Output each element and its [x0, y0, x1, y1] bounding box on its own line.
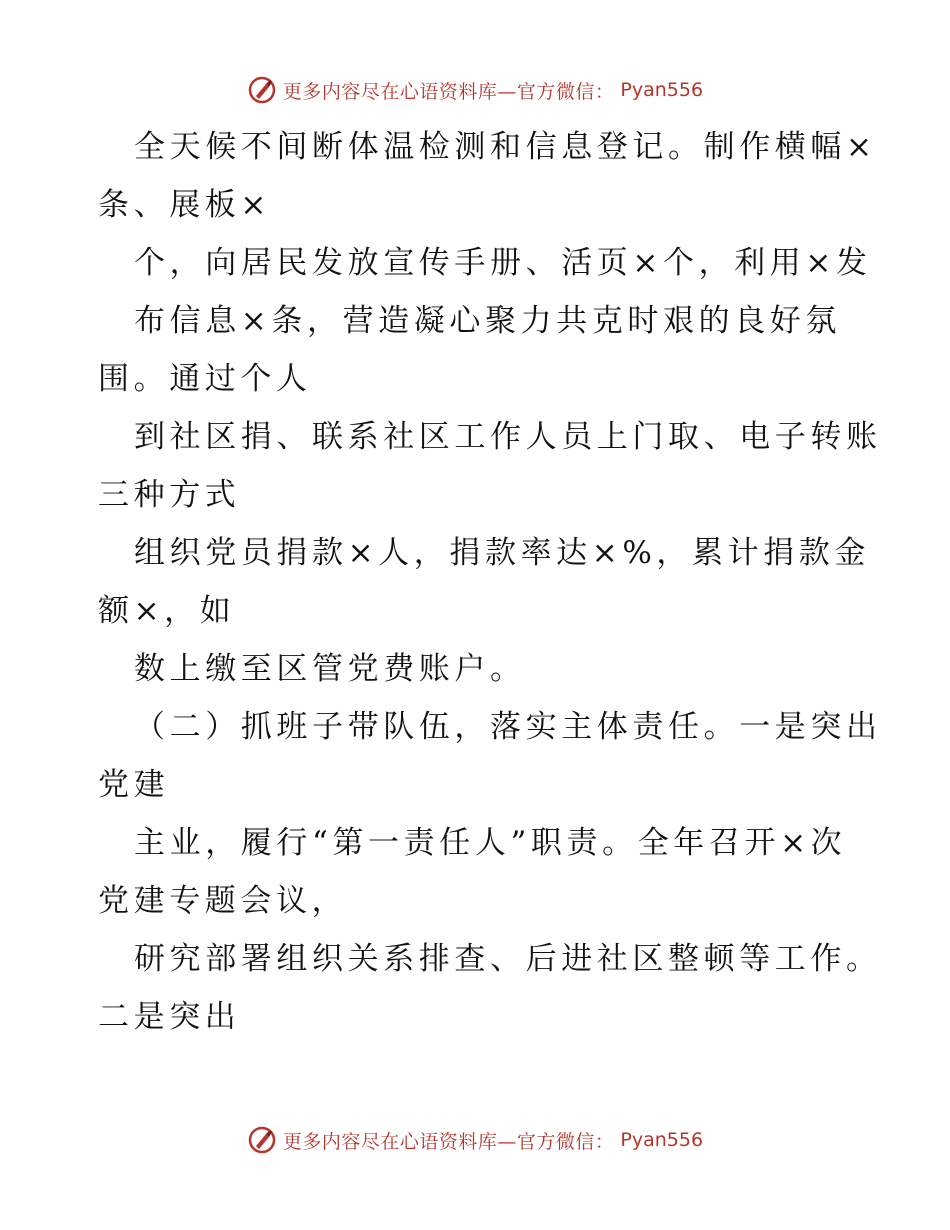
- watermark-banner-top: [0, 70, 950, 110]
- watermark-wechat-id: Pyan556: [620, 79, 704, 101]
- text-line: 围。通过个人: [98, 361, 312, 397]
- text-line: 党建专题会议，: [98, 883, 348, 919]
- text-line: 数上缴至区管党费账户。: [134, 651, 526, 687]
- text-line: 主业，履行“第一责任人”职责。全年召开×次: [134, 825, 847, 861]
- watermark-text: 更多内容尽在心语资料库—官方微信：: [282, 80, 615, 103]
- watermark-text: 更多内容尽在心语资料库—官方微信：: [282, 1130, 615, 1153]
- text-line: （二）抓班子带队伍，落实主体责任。一是突出: [134, 709, 882, 745]
- text-line: 研究部署组织关系排查、后进社区整顿等工作。: [134, 941, 882, 977]
- document-body: [98, 118, 882, 1046]
- pen-nib-logo-icon: [247, 75, 277, 105]
- text-line: 党建: [98, 767, 170, 803]
- text-line: 额×，如: [98, 593, 236, 629]
- text-line: 组织党员捐款×人，捐款率达×%，累计捐款金: [134, 535, 871, 571]
- text-line: 三种方式: [98, 477, 241, 513]
- watermark-banner-bottom: [0, 1120, 950, 1160]
- text-line: 条、展板×: [98, 187, 271, 223]
- text-line: 布信息×条，营造凝心聚力共克时艰的良好氛: [134, 303, 841, 339]
- pen-nib-logo-icon: [247, 1125, 277, 1155]
- text-line: 二是突出: [98, 999, 241, 1035]
- text-line: 个，向居民发放宣传手册、活页×个，利用×发: [134, 245, 872, 281]
- watermark-wechat-id: Pyan556: [620, 1129, 704, 1151]
- text-line: 到社区捐、联系社区工作人员上门取、电子转账: [134, 419, 882, 455]
- text-line: 全天候不间断体温检测和信息登记。制作横幅×: [134, 129, 877, 165]
